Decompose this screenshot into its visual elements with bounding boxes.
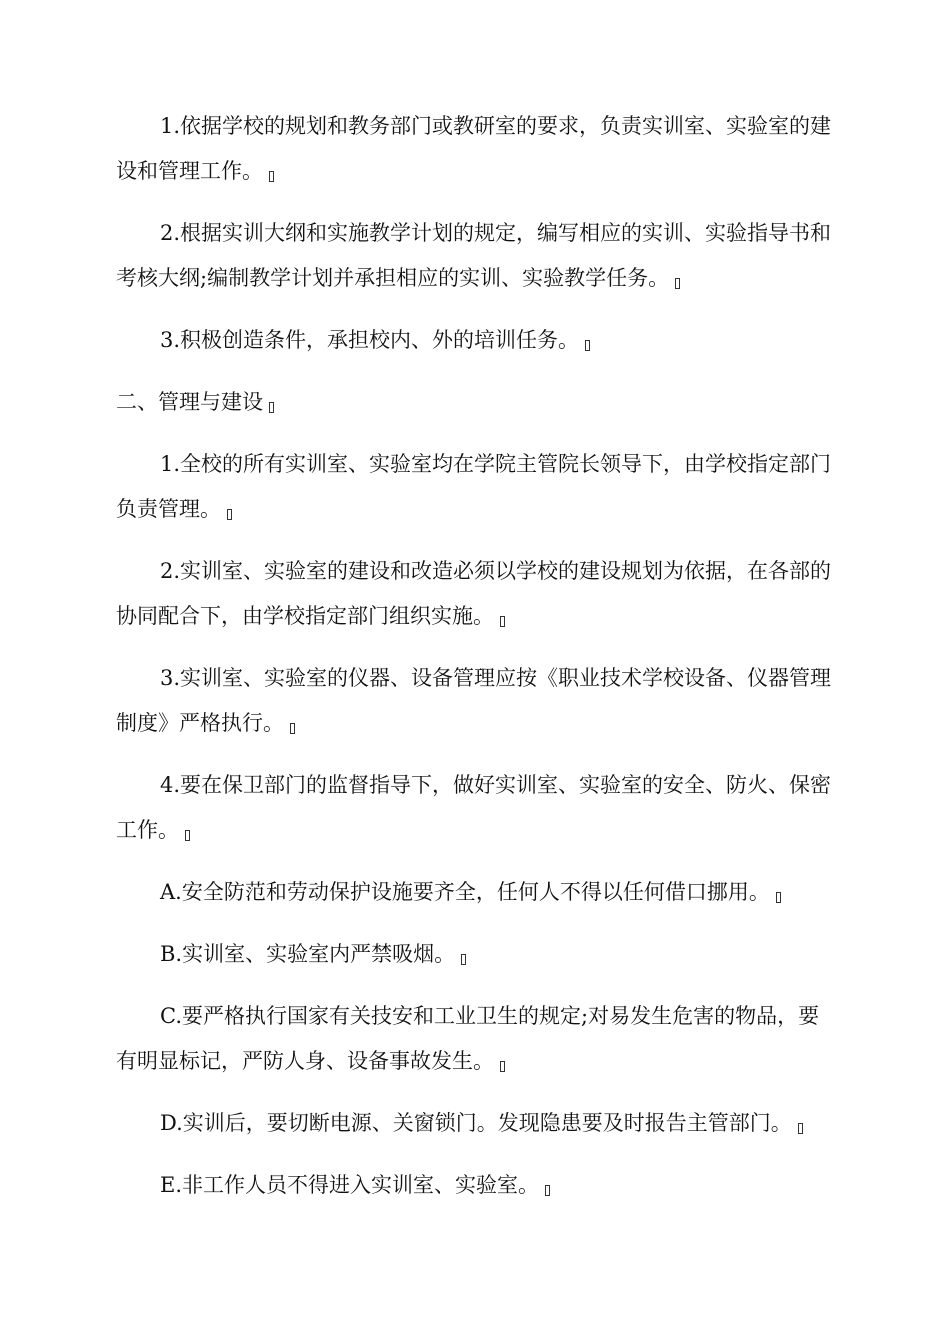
paragraph-text: 3.积极创造条件，承担校内、外的培训任务。 <box>160 328 580 352</box>
paragraph-8 <box>116 763 836 853</box>
paragraph-mark-icon <box>500 616 505 627</box>
paragraph-text: C.要严格执行国家有关技安和工业卫生的规定;对易发生危害的物品，要有明显标记，严防人身、设备事故发生。 <box>116 1004 820 1073</box>
paragraph-mark-icon <box>290 723 295 734</box>
paragraph-2 <box>116 211 836 301</box>
paragraph-6 <box>116 549 836 639</box>
document-body <box>116 104 836 1225</box>
paragraph-mark-icon <box>675 278 680 289</box>
paragraph-text: E.非工作人员不得进入实训室、实验室。 <box>160 1173 540 1197</box>
paragraph-text: 2.实训室、实验室的建设和改造必须以学校的建设规划为依据，在各部的协同配合下，由学校指定部门组织实施。 <box>116 559 832 628</box>
heading-text: 二、管理与建设 <box>116 390 263 414</box>
paragraph-text: 3.实训室、实验室的仪器、设备管理应按《职业技术学校设备、仪器管理制度》严格执行。 <box>116 666 832 735</box>
paragraph-text: B.实训室、实验室内严禁吸烟。 <box>160 942 456 966</box>
paragraph-mark-icon <box>776 892 781 903</box>
paragraph-mark-icon <box>269 171 274 182</box>
paragraph-text: 2.根据实训大纲和实施教学计划的规定，编写相应的实训、实验指导书和考核大纲;编制教学计划并承担相应的实训、实验教学任务。 <box>116 221 832 290</box>
paragraph-1 <box>116 104 836 194</box>
paragraph-13 <box>116 1163 836 1208</box>
paragraph-mark-icon <box>500 1061 505 1072</box>
paragraph-mark-icon <box>185 830 190 841</box>
paragraph-text: D.实训后，要切断电源、关窗锁门。发现隐患要及时报告主管部门。 <box>160 1111 792 1135</box>
paragraph-7 <box>116 656 836 746</box>
paragraph-11 <box>116 994 836 1084</box>
paragraph-mark-icon <box>269 402 274 413</box>
paragraph-text: A.安全防范和劳动保护设施要齐全，任何人不得以任何借口挪用。 <box>160 880 770 904</box>
paragraph-12 <box>116 1101 836 1146</box>
paragraph-mark-icon <box>545 1185 550 1196</box>
paragraph-5 <box>116 442 836 532</box>
paragraph-text: 1.依据学校的规划和教务部门或教研室的要求，负责实训室、实验室的建设和管理工作。 <box>116 114 832 183</box>
paragraph-9 <box>116 870 836 915</box>
paragraph-10 <box>116 932 836 977</box>
paragraph-text: 4.要在保卫部门的监督指导下，做好实训室、实验室的安全、防火、保密工作。 <box>116 773 832 842</box>
paragraph-mark-icon <box>798 1123 803 1134</box>
section-heading <box>116 380 836 425</box>
paragraph-mark-icon <box>585 340 590 351</box>
paragraph-text: 1.全校的所有实训室、实验室均在学院主管院长领导下，由学校指定部门负责管理。 <box>116 452 832 521</box>
paragraph-mark-icon <box>461 954 466 965</box>
paragraph-mark-icon <box>227 509 232 520</box>
paragraph-3 <box>116 318 836 363</box>
